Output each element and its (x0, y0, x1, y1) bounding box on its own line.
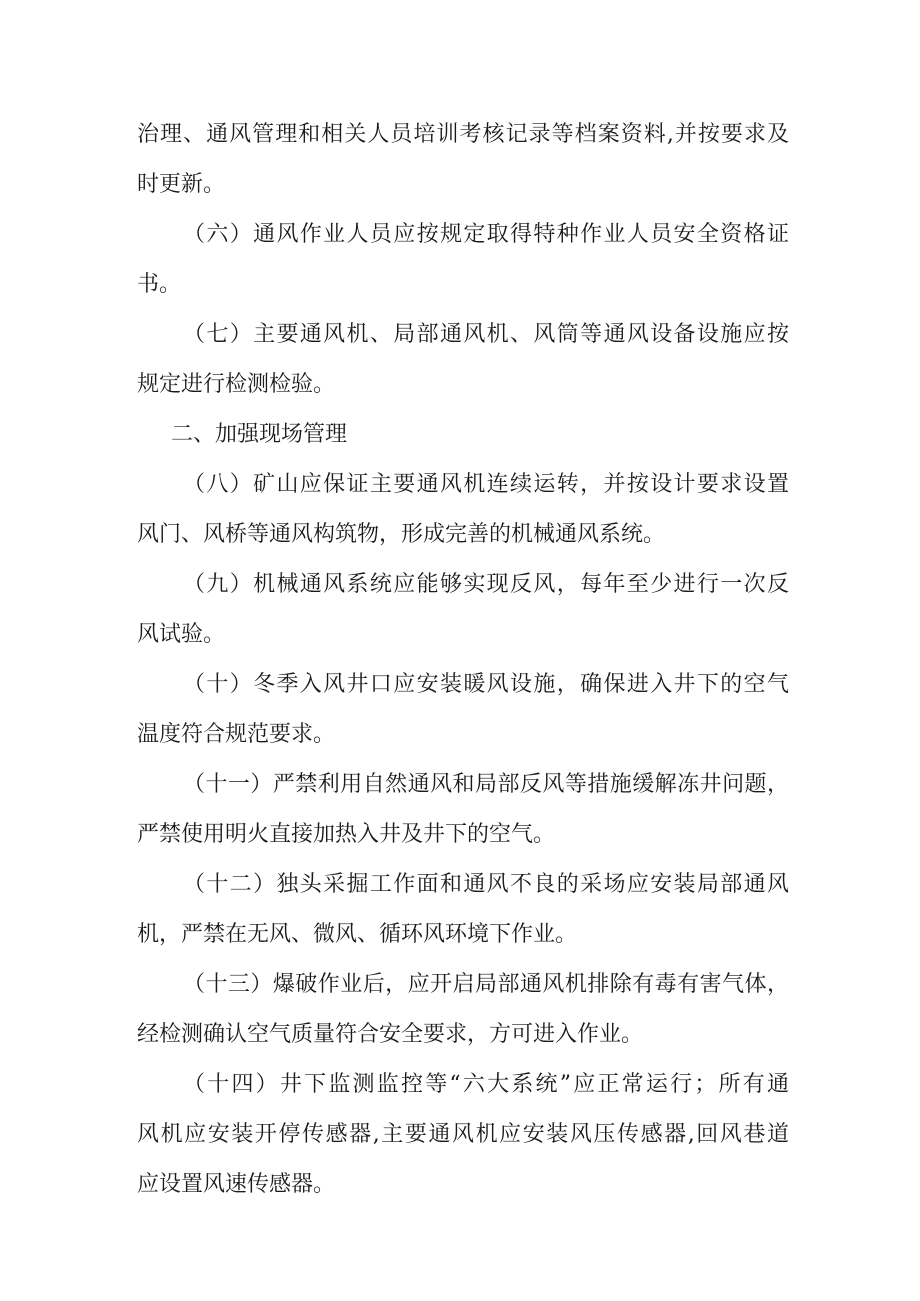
text-line: 规定进行检测检验。 (137, 372, 336, 397)
text-line: 风门、风桥等通风构筑物，形成完善的机械通风系统。 (137, 522, 666, 547)
clause-six: （六）通风作业人员应按规定取得特种作业人员安全资格证 (183, 222, 789, 247)
text-line: 时更新。 (137, 172, 226, 197)
clause-fourteen: （十四）井下监测监控等“六大系统”应正常运行；所有通 (183, 1072, 789, 1097)
clause-seven: （七）主要通风机、局部通风机、风筒等通风设备设施应按 (183, 322, 789, 347)
text-line: 温度符合规范要求。 (137, 722, 336, 747)
text-line: 治理、通风管理和相关人员培训考核记录等档案资料,并按要求及 (137, 122, 789, 147)
clause-ten: （十）冬季入风井口应安装暖风设施，确保进入井下的空气 (183, 672, 789, 697)
text-line: 应设置风速传感器。 (137, 1172, 336, 1197)
section-heading: 二、加强现场管理 (171, 422, 348, 447)
text-line: 经检测确认空气质量符合安全要求，方可进入作业。 (137, 1022, 644, 1047)
text-line: 风试验。 (137, 622, 226, 647)
text-line: 严禁使用明火直接加热入井及井下的空气。 (137, 822, 556, 847)
text-line: 书。 (137, 272, 182, 297)
text-line: 机，严禁在无风、微风、循环风环境下作业。 (137, 922, 578, 947)
clause-eleven: （十一）严禁利用自然通风和局部反风等措施缓解冻井问题， (183, 772, 789, 797)
clause-nine: （九）机械通风系统应能够实现反风，每年至少进行一次反 (183, 572, 789, 597)
clause-thirteen: （十三）爆破作业后，应开启局部通风机排除有毒有害气体， (183, 972, 789, 997)
text-line: 风机应安装开停传感器,主要通风机应安装风压传感器,回风巷道 (137, 1122, 789, 1147)
clause-twelve: （十二）独头采掘工作面和通风不良的采场应安装局部通风 (183, 872, 789, 897)
clause-eight: （八）矿山应保证主要通风机连续运转，并按设计要求设置 (183, 472, 789, 497)
